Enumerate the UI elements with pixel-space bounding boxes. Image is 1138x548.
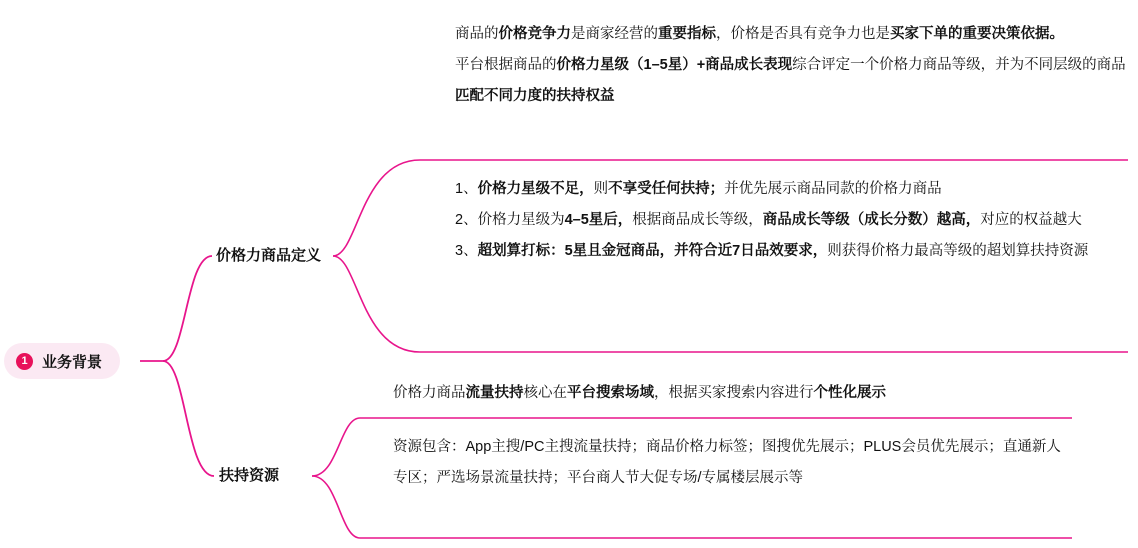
root-label: 业务背景 bbox=[42, 353, 103, 371]
text-block-support-head bbox=[393, 378, 1083, 409]
text-block-background bbox=[455, 19, 1127, 112]
paragraph: 1、价格力星级不足，则不享受任何扶持；并优先展示商品同款的价格力商品 bbox=[455, 181, 942, 197]
root-node[interactable] bbox=[4, 343, 120, 379]
root-badge: 1 bbox=[16, 353, 33, 370]
paragraph: 平台根据商品的价格力星级（1–5星）+商品成长表现综合评定一个价格力商品等级，并为不同层级的商品匹配不同力度的扶持权益 bbox=[455, 57, 1126, 104]
paragraph: 商品的价格竞争力是商家经营的重要指标，价格是否具有竞争力也是买家下单的重要决策依据。 bbox=[455, 26, 1064, 42]
branch-label-support[interactable]: 扶持资源 bbox=[219, 467, 280, 484]
paragraph: 3、超划算打标：5星且金冠商品，并符合近7日品效要求，则获得价格力最高等级的超划算扶持资源 bbox=[455, 243, 1089, 259]
paragraph: 价格力商品流量扶持核心在平台搜索场域，根据买家搜索内容进行个性化展示 bbox=[393, 385, 886, 401]
paragraph: 2、价格力星级为4–5星后，根据商品成长等级，商品成长等级（成长分数）越高，对应的权益越大 bbox=[455, 212, 1082, 228]
text-block-support-body bbox=[393, 432, 1065, 494]
text-block-definition bbox=[455, 174, 1123, 267]
paragraph: 资源包含：App主搜/PC主搜流量扶持；商品价格力标签；图搜优先展示；PLUS会员优先展示；直通新人专区；严选场景流量扶持；平台商人节大促专场/专属楼层展示等 bbox=[393, 439, 1061, 486]
branch-label-definition[interactable]: 价格力商品定义 bbox=[216, 247, 322, 264]
